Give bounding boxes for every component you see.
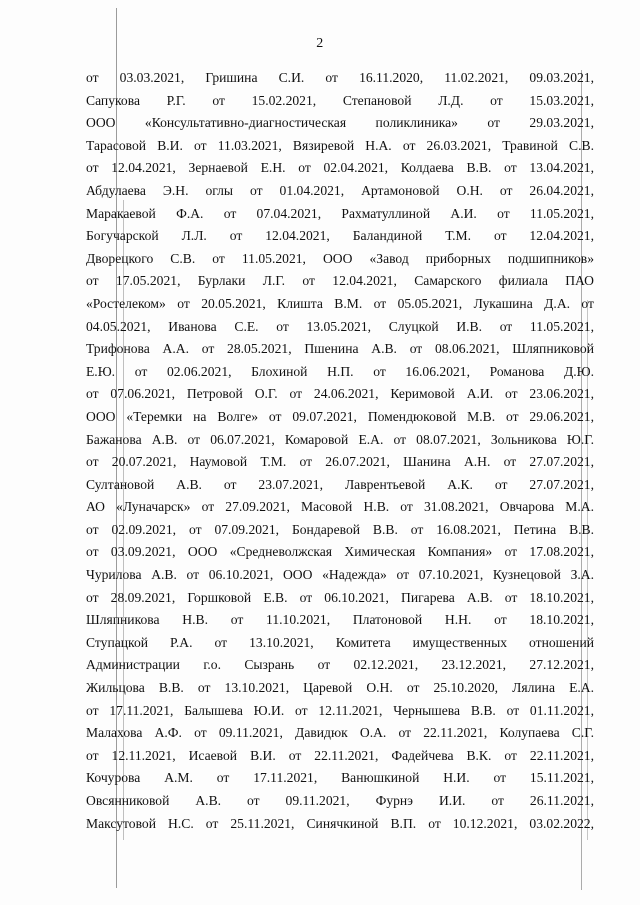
text-line: от 17.11.2021, Балышева Ю.И. от 12.11.2021, Чернышева В.В. от 01.11.2021, [86, 702, 594, 718]
text-line: от 03.03.2021, Гришина С.И. от 16.11.2020, 11.02.2021, 09.03.2021, [86, 70, 594, 85]
text-line: от 20.07.2021, Наумовой Т.М. от 26.07.2021, Шанина А.Н. от 27.07.2021, [86, 454, 594, 470]
text-line: от 02.09.2021, от 07.09.2021, Бондаревой В.В. от 16.08.2021, Петина В.В. [86, 521, 594, 537]
text-line: Максутовой Н.С. от 25.11.2021, Синячкиной В.П. от 10.12.2021, 03.02.2022, [86, 815, 594, 831]
text-line: Трифонова А.А. от 28.05.2021, Пшенина А.В. от 08.06.2021, Шляпниковой [86, 341, 594, 357]
text-line: Маракаевой Ф.А. от 07.04.2021, Рахматуллиной А.И. от 11.05.2021, [86, 205, 594, 221]
text-line: от 12.11.2021, Исаевой В.И. от 22.11.2021, Фадейчева В.К. от 22.11.2021, [86, 747, 594, 763]
text-line: Богучарской Л.Л. от 12.04.2021, Баландиной Т.М. от 12.04.2021, [86, 228, 594, 244]
text-line: Чурилова А.В. от 06.10.2021, ООО «Надежда» от 07.10.2021, Кузнецовой З.А. [86, 567, 594, 583]
text-line: Сапукова Р.Г. от 15.02.2021, Степановой Л.Д. от 15.03.2021, [86, 92, 594, 108]
text-line: от 03.09.2021, ООО «Средневолжская Химическая Компания» от 17.08.2021, [86, 544, 594, 560]
text-line: Кочурова А.М. от 17.11.2021, Ванюшкиной Н.И. от 15.11.2021, [86, 770, 594, 786]
text-line: от 12.04.2021, Зернаевой Е.Н. от 02.04.2021, Колдаева В.В. от 13.04.2021, [86, 160, 594, 176]
page-number: 2 [316, 36, 324, 51]
text-line: от 28.09.2021, Горшковой Е.В. от 06.10.2021, Пигарева А.В. от 18.10.2021, [86, 589, 594, 605]
text-line: Администрации г.о. Сызрань от 02.12.2021, 23.12.2021, 27.12.2021, [86, 657, 594, 673]
text-line: Малахова А.Ф. от 09.11.2021, Давидюк О.А. от 22.11.2021, Колупаева С.Г. [86, 725, 594, 741]
text-line: Абдулаева Э.Н. оглы от 01.04.2021, Артамоновой О.Н. от 26.04.2021, [86, 182, 594, 198]
text-line: Овсянниковой А.В. от 09.11.2021, Фурнэ И.И. от 26.11.2021, [86, 793, 594, 808]
text-line: ООО «Теремки на Волге» от 09.07.2021, Помендюковой М.В. от 29.06.2021, [86, 408, 594, 424]
text-line: Султановой А.В. от 23.07.2021, Лаврентьевой А.К. от 27.07.2021, [86, 476, 594, 492]
text-line: Е.Ю. от 02.06.2021, Блохиной Н.П. от 16.06.2021, Романова Д.Ю. [86, 363, 594, 379]
text-line: Жильцова В.В. от 13.10.2021, Царевой О.Н. от 25.10.2020, Лялина Е.А. [86, 680, 594, 696]
text-line: Тарасовой В.И. от 11.03.2021, Вязиревой Н.А. от 26.03.2021, Травиной С.В. [86, 137, 594, 153]
text-line: от 17.05.2021, Бурлаки Л.Г. от 12.04.2021, Самарского филиала ПАО [86, 273, 594, 289]
document-body [86, 67, 594, 835]
text-line: от 07.06.2021, Петровой О.Г. от 24.06.2021, Керимовой А.И. от 23.06.2021, [86, 386, 594, 402]
text-line: Дворецкого С.В. от 11.05.2021, ООО «Завод приборных подшипников» [86, 250, 594, 266]
text-line: 04.05.2021, Иванова С.Е. от 13.05.2021, Слуцкой И.В. от 11.05.2021, [86, 318, 594, 334]
text-line: Ступацкой Р.А. от 13.10.2021, Комитета имущественных отношений [86, 634, 594, 650]
text-line: Шляпникова Н.В. от 11.10.2021, Платоновой Н.Н. от 18.10.2021, [86, 612, 594, 628]
text-line: Бажанова А.В. от 06.07.2021, Комаровой Е.А. от 08.07.2021, Зольникова Ю.Г. [86, 431, 594, 447]
text-line: АО «Луначарск» от 27.09.2021, Масовой Н.В. от 31.08.2021, Овчарова М.А. [86, 499, 594, 515]
text-line: «Ростелеком» от 20.05.2021, Клишта В.М. от 05.05.2021, Лукашина Д.А. от [86, 295, 594, 311]
text-line: ООО «Консультативно-диагностическая поликлиника» от 29.03.2021, [86, 115, 594, 131]
